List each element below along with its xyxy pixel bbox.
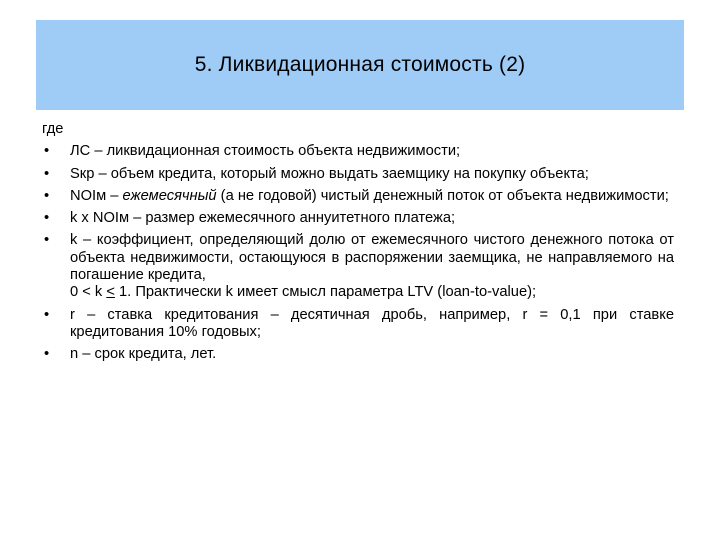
page-title: 5. Ликвидационная стоимость (2)	[194, 53, 526, 76]
item-text: ЛС – ликвидационная стоимость объекта недвижимости;	[70, 143, 461, 160]
item-text: k – коэффициент, определяющий долю от ежемесячного чистого денежного потока от объекта недвижимости, остающуюся в распоряжении заемщика, не направляемого на погашение кредита,	[70, 232, 674, 284]
item-text-suffix: (а не годовой) чистый денежный поток от объекта недвижимости;	[216, 187, 669, 204]
item-text-italic: ежемесячный	[122, 187, 217, 204]
item-text-formula-b: 1. Практически k имеет смысл параметра LTV (loan-to-value);	[114, 284, 537, 301]
list-item	[42, 188, 674, 205]
list-item	[42, 232, 674, 301]
title-banner	[36, 20, 684, 110]
intro-text: где	[42, 121, 64, 137]
list-item	[42, 166, 674, 183]
list-item	[42, 307, 674, 342]
list-item	[42, 143, 674, 160]
bullet-icon: •	[44, 232, 50, 249]
item-text-formula-underlined: <	[106, 284, 115, 301]
bullet-icon: •	[44, 165, 50, 182]
bullet-icon: •	[44, 143, 50, 160]
item-text: r – ставка кредитования – десятичная дробь, например, r = 0,1 при ставке кредитования 10% годовых;	[70, 306, 674, 340]
bullet-icon: •	[44, 306, 50, 323]
item-text: Sкр – объем кредита, который можно выдать заемщику на покупку объекта;	[70, 165, 589, 182]
item-text-formula-a: 0 < k	[70, 284, 107, 301]
bullet-icon: •	[44, 187, 50, 204]
definition-list	[42, 143, 674, 363]
bullet-icon: •	[44, 346, 50, 363]
list-item	[42, 346, 674, 363]
content-body	[42, 121, 674, 369]
bullet-icon: •	[44, 210, 50, 227]
item-text: n – срок кредита, лет.	[70, 346, 217, 363]
list-item	[42, 210, 674, 227]
item-text-prefix: NOIм –	[70, 187, 123, 204]
item-text: k x NOIм – размер ежемесячного аннуитетного платежа;	[70, 210, 456, 227]
